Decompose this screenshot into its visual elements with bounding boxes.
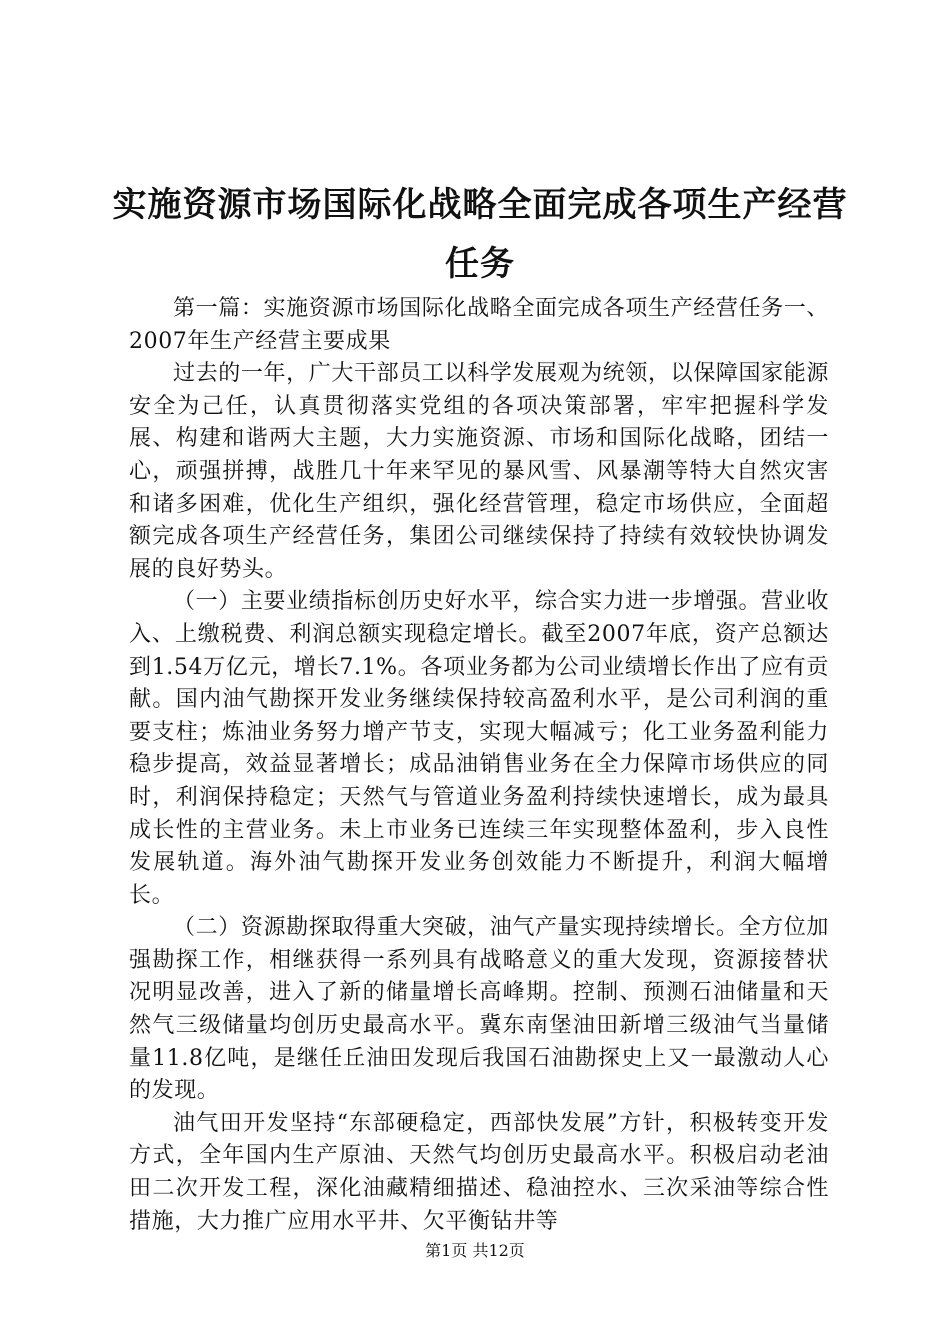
paragraph: 油气田开发坚持“东部硬稳定，西部快发展”方针，积极转变开发方式，全年国内生产原油、天然气均创历史最高水平。积极启动老油田二次开发工程，深化油藏精细描述、稳油控水、三次采油等综合性措施，大力推广应用水平井、欠平衡钻井等 [129,1110,829,1234]
document-body [129,293,829,1238]
page-footer: 第1页 共12页 [425,1241,525,1260]
paragraph: 第一篇：实施资源市场国际化战略全面完成各项生产经营任务一、2007年生产经营主要成果 [129,296,829,354]
document-title: 实施资源市场国际化战略全面完成各项生产经营任务 [112,185,848,284]
paragraph: 过去的一年，广大干部员工以科学发展观为统领，以保障国家能源安全为己任，认真贯彻落实党组的各项决策部署，牢牢把握科学发展、构建和谐两大主题，大力实施资源、市场和国际化战略，团结一心，顽强拼搏，战胜几十年来罕见的暴风雪、风暴潮等特大自然灾害和诸多困难，优化生产组织，强化经营管理，稳定市场供应，全面超额完成各项生产经营任务，集团公司继续保持了持续有效较快协调发展的良好势头。 [129,361,829,582]
paragraph: （一）主要业绩指标创历史好水平，综合实力进一步增强。营业收入、上缴税费、利润总额实现稳定增长。截至2007年底，资产总额达到1.54万亿元，增长7.1%。各项业务都为公司业绩增长作出了应有贡献。国内油气勘探开发业务继续保持较高盈利水平，是公司利润的重要支柱；炼油业务努力增产节支，实现大幅减亏；化工业务盈利能力稳步提高，效益显著增长；成品油销售业务在全力保障市场供应的同时，利润保持稳定；天然气与管道业务盈利持续快速增长，成为最具成长性的主营业务。未上市业务已连续三年实现整体盈利，步入良性发展轨道。海外油气勘探开发业务创效能力不断提升，利润大幅增长。 [129,589,829,908]
paragraph: （二）资源勘探取得重大突破，油气产量实现持续增长。全方位加强勘探工作，相继获得一系列具有战略意义的重大发现，资源接替状况明显改善，进入了新的储量增长高峰期。控制、预测石油储量和天然气三级储量均创历史最高水平。冀东南堡油田新增三级油气当量储量11.8亿吨，是继任丘油田发现后我国石油勘探史上又一最激动人心的发现。 [129,915,829,1104]
